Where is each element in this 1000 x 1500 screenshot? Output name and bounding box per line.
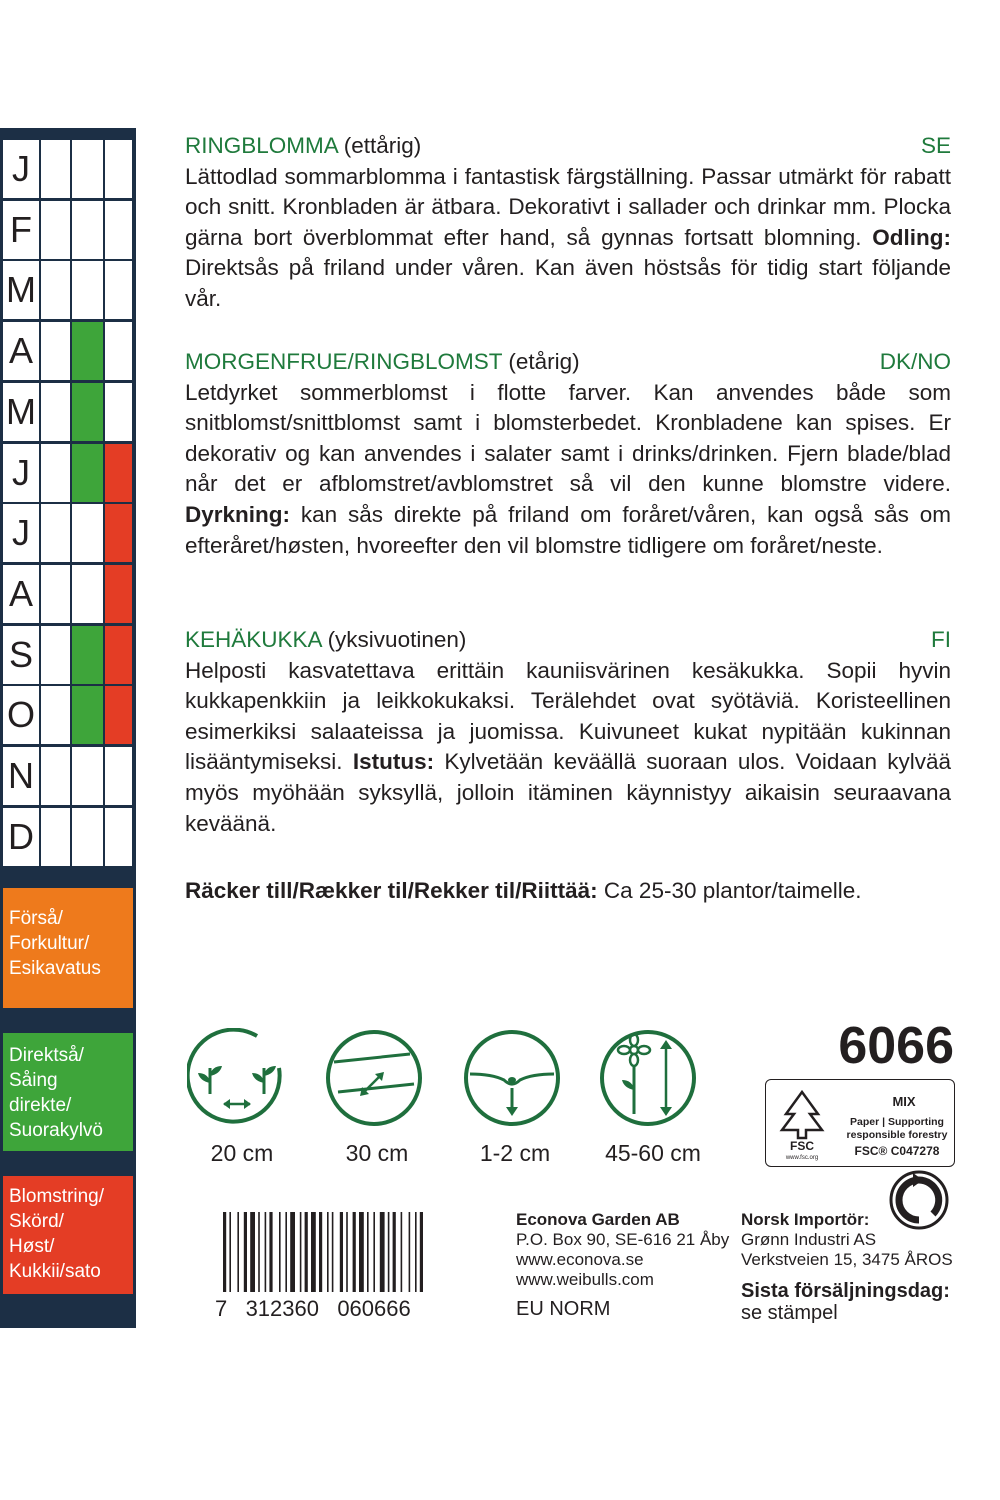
legend-text: Direktså/ <box>9 1045 84 1066</box>
depth-label: 1-2 cm <box>479 1140 551 1166</box>
barcode-bar <box>237 1212 239 1292</box>
company-web: www.econova.se <box>516 1250 644 1269</box>
barcode-bar <box>415 1212 417 1292</box>
calendar-divider <box>39 383 41 441</box>
calendar-cell <box>105 201 132 259</box>
month-letter: O <box>6 694 35 736</box>
calendar-cell <box>105 261 132 319</box>
calendar-divider <box>103 444 105 502</box>
calendar-cell <box>72 140 103 198</box>
barcode-bar <box>409 1212 411 1292</box>
calendar-divider <box>103 808 105 866</box>
month-letter: M <box>6 269 36 311</box>
plant-name: MORGENFRUE/RINGBLOMST <box>185 349 503 374</box>
last-sale-date <box>741 1280 950 1324</box>
calendar-cell <box>105 686 132 744</box>
row-spacing-icon <box>324 1028 424 1128</box>
importer-name: Grønn Industri AS <box>741 1230 877 1249</box>
barcode-bar <box>319 1212 322 1292</box>
fsc-mix: MIX <box>892 1094 916 1109</box>
calendar-cell <box>41 565 70 623</box>
barcode-bar <box>244 1212 247 1292</box>
calendar-divider <box>103 504 105 562</box>
barcode-bar <box>265 1212 267 1292</box>
fsc-description <box>840 1116 954 1142</box>
legend-text: direkte/ <box>9 1095 72 1116</box>
calendar-divider <box>70 383 72 441</box>
barcode-bar <box>269 1212 272 1292</box>
calendar-cell <box>72 504 103 562</box>
fsc-label <box>765 1079 955 1167</box>
calendar-cell <box>105 444 132 502</box>
barcode-bar <box>327 1212 329 1292</box>
calendar-cell <box>41 686 70 744</box>
language-code: SE <box>920 133 951 158</box>
calendar-divider <box>70 686 72 744</box>
calendar-divider <box>70 504 72 562</box>
calendar-cell <box>72 686 103 744</box>
barcode-bar <box>346 1212 348 1292</box>
calendar-month-row <box>3 747 132 805</box>
calendar-divider <box>103 686 105 744</box>
legend-text: Skörd/ <box>9 1211 64 1232</box>
section-danish-norwegian <box>185 347 951 561</box>
fsc-site: www.fsc.org <box>785 1155 819 1161</box>
last-sale-value: se stämpel <box>741 1302 838 1324</box>
month-letter: M <box>6 390 36 432</box>
calendar-divider <box>70 747 72 805</box>
legend-text: Forkultur/ <box>9 933 90 954</box>
barcode-bar <box>300 1212 302 1292</box>
spacing-label: 20 cm <box>210 1140 274 1166</box>
calendar-divider <box>103 747 105 805</box>
calendar-divider <box>103 201 105 259</box>
plant-type: (etårig) <box>502 349 580 374</box>
calendar-month-row <box>3 626 132 684</box>
calendar-divider <box>70 140 72 198</box>
calendar-month-row <box>3 322 132 380</box>
legend-text: Blomstring/ <box>9 1186 105 1207</box>
section-heading <box>185 625 951 656</box>
language-code: FI <box>931 627 951 652</box>
barcode-bar <box>279 1212 281 1292</box>
calendar-month-row <box>3 383 132 441</box>
calendar-divider <box>39 140 41 198</box>
fsc-tree-logo-icon <box>772 1086 832 1162</box>
month-letter: A <box>8 330 33 372</box>
calendar-cell <box>41 201 70 259</box>
calendar-cell <box>105 565 132 623</box>
barcode-bar <box>250 1212 255 1292</box>
plant-type: (yksivuotinen) <box>321 627 467 652</box>
month-letter: J <box>12 512 30 554</box>
instruction-text: Kylvetään keväällä suoraan ulos. Voidaan kylvää myös myöhään syksyllä, jolloin itäminen käynnistyy aikaisin seuraavana keväänä. <box>185 749 951 836</box>
calendar-cell <box>105 626 132 684</box>
month-letter: J <box>12 148 30 189</box>
barcode-bar <box>367 1212 369 1292</box>
calendar-divider <box>70 201 72 259</box>
calendar-cell <box>41 504 70 562</box>
barcode-bar <box>229 1212 231 1292</box>
section-text <box>185 378 951 562</box>
barcode-bar <box>332 1212 334 1292</box>
barcode-bar <box>305 1212 308 1292</box>
eu-norm: EU NORM <box>516 1298 611 1320</box>
month-letter: D <box>8 815 34 857</box>
legend-text: Esikavatus <box>9 958 101 979</box>
instruction-label: Dyrkning: <box>185 501 291 527</box>
calendar-divider <box>39 747 41 805</box>
calendar-cell <box>41 322 70 380</box>
yield-info <box>185 876 862 906</box>
last-sale-label: Sista försäljningsdag: <box>741 1280 950 1302</box>
barcode-bar <box>223 1212 226 1292</box>
legend-text: Suorakylvö <box>9 1120 103 1141</box>
importer-address <box>741 1210 953 1270</box>
company-postal: P.O. Box 90, SE-616 21 Åby <box>516 1230 730 1249</box>
calendar-month-row <box>3 565 132 623</box>
importer-postal: Verkstveien 15, 3475 ÅROS <box>741 1250 953 1269</box>
calendar-cell <box>105 383 132 441</box>
legend-text: Høst/ <box>9 1236 55 1257</box>
company-name: Econova Garden AB <box>516 1210 680 1229</box>
calendar-divider <box>70 626 72 684</box>
instruction-label: Istutus: <box>352 749 435 775</box>
barcode-bar <box>285 1212 287 1292</box>
calendar-divider <box>39 444 41 502</box>
calendar-divider <box>39 808 41 866</box>
calendar-divider <box>39 201 41 259</box>
calendar-cell <box>72 261 103 319</box>
barcode-bar <box>340 1212 343 1292</box>
calendar-cell <box>41 140 70 198</box>
month-letter: J <box>12 451 30 493</box>
calendar-divider <box>70 322 72 380</box>
calendar-cell <box>72 383 103 441</box>
sowing-depth-icon <box>462 1028 562 1128</box>
calendar-divider <box>70 444 72 502</box>
importer-label: Norsk Importör: <box>741 1210 870 1229</box>
calendar-divider <box>39 322 41 380</box>
barcode-digits: 7 312360 060666 <box>215 1296 411 1320</box>
calendar-divider <box>103 565 105 623</box>
calendar-divider <box>70 565 72 623</box>
calendar-divider <box>39 261 41 319</box>
plant-spacing-icon <box>187 1028 287 1128</box>
barcode <box>215 1210 470 1320</box>
calendar-cell <box>72 747 103 805</box>
barcode-bar <box>393 1212 396 1292</box>
plant-name: RINGBLOMMA <box>185 133 338 158</box>
instruction-label: Odling: <box>872 224 951 250</box>
calendar-month-row <box>3 261 132 319</box>
section-text <box>185 162 951 315</box>
barcode-bar <box>388 1212 390 1292</box>
section-heading <box>185 131 951 162</box>
month-letter: S <box>8 633 33 675</box>
fsc-code: FSC® C047278 <box>854 1144 940 1158</box>
calendar-divider <box>103 383 105 441</box>
barcode-bar <box>290 1212 295 1292</box>
calendar-cell <box>41 261 70 319</box>
calendar-cell <box>72 322 103 380</box>
section-text <box>185 656 951 840</box>
calendar-cell <box>72 201 103 259</box>
calendar-cell <box>41 626 70 684</box>
calendar-cell <box>105 747 132 805</box>
fsc-desc-line: Paper | Supporting <box>850 1116 944 1128</box>
description: Lättodlad sommarblomma i fantastisk färgställning. Passar utmärkt för rabatt och snitt. Kronbladen är ätbara. Dekorativt i sallader och drinkar mm. Plocka gärna bort överblommat efter hand, så gynnas fortsatt blomning. <box>185 163 951 250</box>
calendar-divider <box>39 504 41 562</box>
barcode-bar <box>420 1212 423 1292</box>
calendar-cell <box>72 626 103 684</box>
description: Helposti kasvatettava erittäin kauniisvärinen kesäkukka. Sopii hyvin kukkapenkkiin ja leikkokukaksi. Terälehdet ovat syötäviä. Koristeellinen esimerkiksi salaateissa ja juomissa. Kuivuneet kukat nypitään kukinnan lisääntymiseksi. <box>185 657 951 775</box>
row-spacing-label: 30 cm <box>345 1140 409 1166</box>
calendar-month-row <box>3 808 132 866</box>
calendar-cell <box>41 444 70 502</box>
barcode-bar <box>353 1212 356 1292</box>
month-letter: N <box>8 755 34 796</box>
barcode-bar <box>359 1212 364 1292</box>
calendar-cell <box>41 747 70 805</box>
fsc-logo-text: FSC <box>790 1139 814 1153</box>
yield-label: Räcker till/Rækker til/Rekker til/Riittää: <box>185 878 598 903</box>
barcode-bar <box>258 1212 260 1292</box>
barcode-bar <box>401 1212 403 1292</box>
calendar-cell <box>41 383 70 441</box>
calendar-divider <box>39 686 41 744</box>
calendar-cell <box>72 444 103 502</box>
fsc-desc-line: responsible forestry <box>846 1129 948 1141</box>
calendar-divider <box>70 808 72 866</box>
description: Letdyrket sommerblomst i flotte farver. Kan anvendes både som snitblomst/snittblomst samt i blomsterbedet. Kronbladene kan spises. Er dekorativ og kan anvendes i salater samt i drinks/drinken. Fjern blade/blad når det er afblomstret/avblomstret så vil den kunne blomstre videre. <box>185 379 951 497</box>
instruction-text: kan sås direkte på friland om foråret/våren, kan også sås om efteråret/høsten, hvoreefter den vil blomstre tidligere om foråret/neste. <box>185 501 951 558</box>
month-letter: F <box>10 208 32 250</box>
plant-height-icon <box>598 1028 698 1128</box>
calendar-cell <box>72 565 103 623</box>
calendar-month-row <box>3 444 132 502</box>
legend-text: Kukkii/sato <box>9 1261 101 1282</box>
barcode-bar <box>373 1212 375 1292</box>
calendar-cell <box>105 140 132 198</box>
language-code: DK/NO <box>879 349 951 374</box>
calendar-month-row <box>3 140 132 198</box>
section-heading <box>185 347 951 378</box>
section-finnish <box>185 625 951 839</box>
legend-flowering-harvest <box>3 1176 133 1294</box>
plant-type: (ettårig) <box>337 133 422 158</box>
calendar-cell <box>105 504 132 562</box>
legend-text: Förså/ <box>9 908 63 929</box>
calendar-month-row <box>3 201 132 259</box>
legend-direct-sowing <box>3 1033 133 1151</box>
section-swedish <box>185 131 951 315</box>
legend-text: Såing <box>9 1070 58 1091</box>
calendar-divider <box>103 261 105 319</box>
calendar-divider <box>103 140 105 198</box>
calendar-month-row <box>3 504 132 562</box>
legend-pre-sowing <box>3 888 133 1008</box>
calendar-cell <box>41 808 70 866</box>
barcode-bar <box>311 1212 316 1292</box>
company-address <box>516 1210 729 1290</box>
yield-value: Ca 25-30 plantor/taimelle. <box>597 878 862 903</box>
calendar-month-row <box>3 686 132 744</box>
calendar-divider <box>103 626 105 684</box>
calendar-cell <box>105 808 132 866</box>
product-number: 6066 <box>838 1017 954 1075</box>
month-letter: A <box>8 572 33 614</box>
height-label: 45-60 cm <box>605 1140 701 1166</box>
plant-name: KEHÄKUKKA <box>185 627 322 652</box>
calendar-cell <box>105 322 132 380</box>
calendar-divider <box>70 261 72 319</box>
calendar-divider <box>103 322 105 380</box>
instruction-text: Direktsås på friland under våren. Kan även höstsås för tidig start följande vår. <box>185 255 951 311</box>
calendar-cell <box>72 808 103 866</box>
company-web: www.weibulls.com <box>516 1270 654 1289</box>
calendar-divider <box>39 565 41 623</box>
barcode-bar <box>380 1212 385 1292</box>
calendar-divider <box>39 626 41 684</box>
